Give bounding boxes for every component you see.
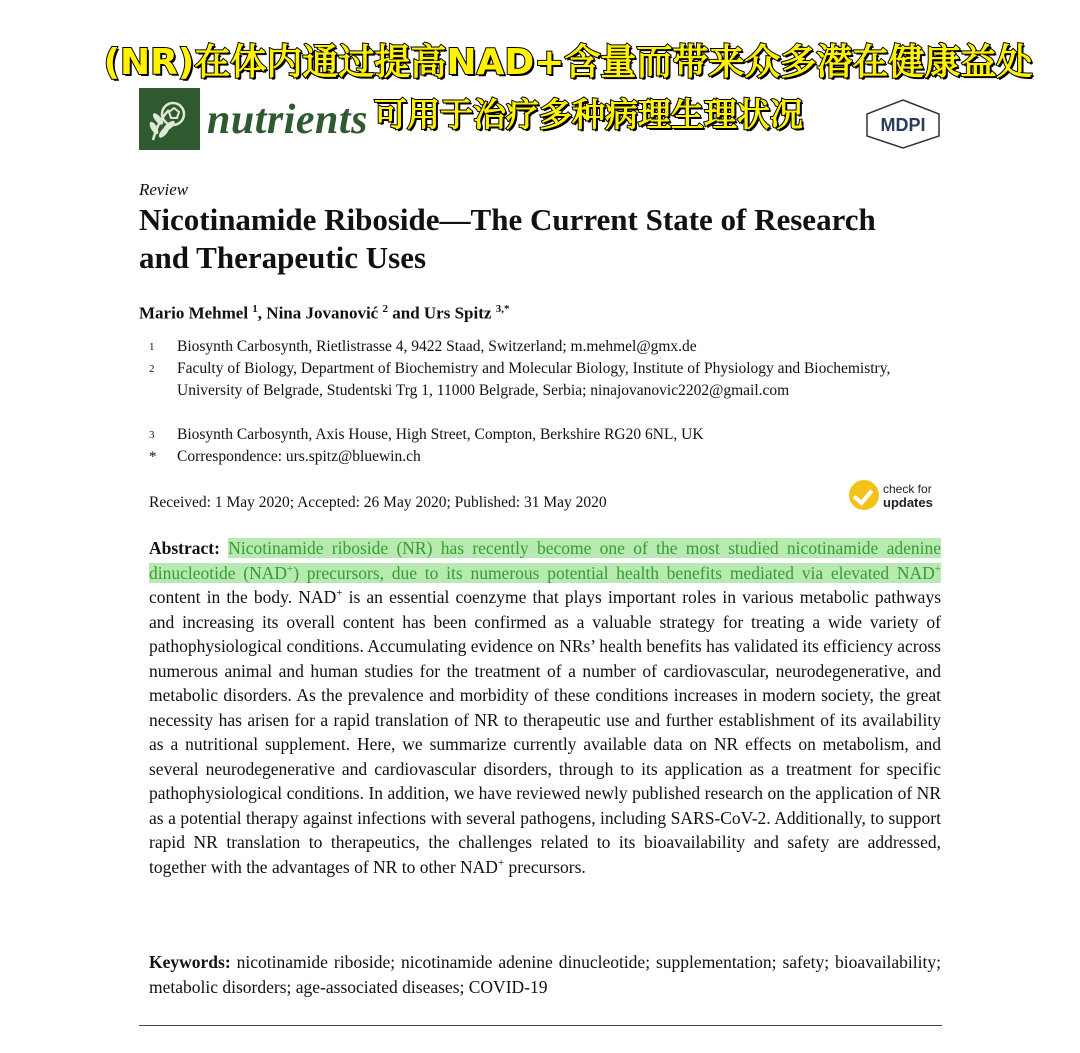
keywords-text: nicotinamide riboside; nicotinamide adenine dinucleotide; supplementation; safety; bioavailability; metabolic disorders; age-associated diseases; COVID-19 — [149, 952, 941, 997]
overlay-caption-2: 可用于治疗多种病理生理状况 — [374, 95, 803, 134]
affiliation-mark: 1 — [149, 341, 155, 353]
author-name: Nina Jovanović — [266, 303, 379, 323]
author-name: Mario Mehmel — [139, 303, 249, 323]
author-separator: and — [387, 303, 424, 323]
checkmark-icon — [849, 480, 879, 510]
article-type: Review — [139, 180, 189, 199]
affiliation-text: Biosynth Carbosynth, Axis House, High Street, Compton, Berkshire RG20 6NL, UK — [177, 426, 704, 443]
abstract-text: content in the body. NAD+ is an essential coenzyme that plays important roles in various metabolic pathways and increasing its overall content has been confirmed as a valuable strategy for treating a wide variety of pathophysiological conditions. Accumulating evidence on NRs’ health benefits has validated its efficiency across numerous animal and human studies for the treatment of a number of cardiovascular, neurodegenerative, and metabolic disorders. As the prevalence and morbidity of these conditions increases in modern society, the great necessity has arisen for a rapid translation of NR to therapeutic use and further establishment of its availability as a nutritional supplement. Here, we summarize currently available data on NR effects on metabolism, and several neurodegenerative and cardiovascular disorders, through to its application as a treatment for specific pathophysiological conditions. In addition, we have reviewed newly published research on the application of NR as a potential therapy against infections with several pathogens, including SARS-CoV-2. Additionally, to support rapid NR translation to therapeutics, the challenges related to its bioavailability and safety are addressed, together with the advantages of NR to other NAD+ precursors. — [149, 587, 941, 877]
check-updates-line2: updates — [883, 495, 933, 510]
mdpi-logo — [864, 98, 942, 150]
affiliation-text: Correspondence: urs.spitz@bluewin.ch — [177, 448, 421, 465]
journal-name: nutrients — [207, 97, 368, 143]
affiliation-text: Biosynth Carbosynth, Rietlistrasse 4, 9422 Staad, Switzerland; m.mehmel@gmx.de — [177, 338, 697, 355]
author-separator: , — [257, 303, 267, 323]
keywords-label: Keywords: — [149, 952, 231, 972]
mdpi-label: MDPI — [880, 115, 926, 135]
journal-logo — [139, 88, 200, 150]
affiliation-text: Faculty of Biology, Department of Biochemistry and Molecular Biology, Institute of Physiology and Biochemistry, University of Belgrade, Studentski Trg 1, 11000 Belgrade, Serbia; ninajovanovic2202@gmail.com — [177, 360, 891, 399]
author-affil-mark: 3,* — [495, 303, 510, 315]
article-title: Nicotinamide Riboside—The Current State of Research and Therapeutic Uses — [139, 202, 876, 275]
check-updates-line1: check for — [883, 482, 932, 496]
check-for-updates-badge[interactable] — [849, 480, 944, 514]
overlay-caption-1: (NR)在体内通过提高NAD+含量而带来众多潜在健康益处 — [103, 42, 1033, 83]
publication-dates: Received: 1 May 2020; Accepted: 26 May 2020; Published: 31 May 2020 — [149, 494, 607, 511]
section-divider — [139, 1025, 942, 1026]
author-affil-mark: 1 — [252, 303, 258, 315]
affiliation-mark: * — [149, 449, 157, 465]
abstract — [149, 536, 941, 879]
keywords — [149, 950, 941, 999]
affiliation-mark: 3 — [149, 429, 155, 441]
leaf-emblem-icon — [139, 88, 200, 150]
author-list — [139, 303, 509, 324]
highlighted-text: Nicotinamide riboside (NR) has recently become one of the most studied nicotinamide adenine dinucleotide (NAD+) precursors, due to its numerous potential health benefits mediated via elevated NAD+ — [149, 538, 942, 583]
affiliation-mark: 2 — [149, 363, 155, 375]
author-name: Urs Spitz — [423, 303, 492, 323]
author-affil-mark: 2 — [382, 303, 388, 315]
abstract-label: Abstract: — [149, 538, 220, 558]
